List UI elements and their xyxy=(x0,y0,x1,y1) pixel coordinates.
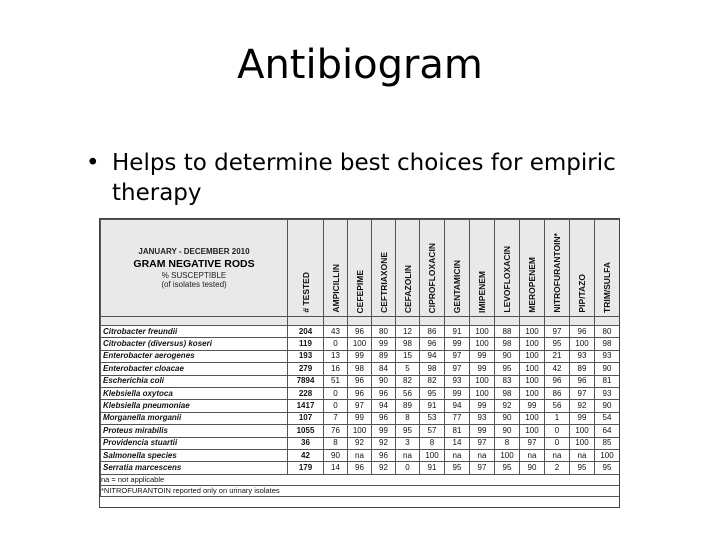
susceptibility-cell: 81 xyxy=(445,425,470,437)
antibiotic-column-header: PIP/TAZO xyxy=(570,220,595,317)
susceptibility-cell: 57 xyxy=(420,425,445,437)
susceptibility-cell: 93 xyxy=(595,387,620,399)
table-row xyxy=(101,375,620,387)
susceptibility-cell: 15 xyxy=(396,350,420,362)
susceptibility-cell: 100 xyxy=(520,425,545,437)
susceptibility-cell: 42 xyxy=(545,363,570,375)
table-row xyxy=(101,437,620,449)
susceptibility-cell: 94 xyxy=(372,400,396,412)
susceptibility-cell: 80 xyxy=(372,326,396,338)
susceptibility-cell: 98 xyxy=(495,338,520,350)
organism-cell: Citrobacter freundii xyxy=(101,326,288,338)
susceptibility-cell: 97 xyxy=(348,400,372,412)
susceptibility-cell: 90 xyxy=(495,350,520,362)
organism-cell: Escherichia coli xyxy=(101,375,288,387)
susceptibility-cell: 92 xyxy=(570,400,595,412)
susceptibility-cell: 100 xyxy=(520,375,545,387)
susceptibility-cell: 43 xyxy=(324,326,348,338)
table-row xyxy=(101,387,620,399)
tested-count-cell: 1417 xyxy=(288,400,324,412)
susceptibility-cell: 7 xyxy=(324,412,348,424)
table-row xyxy=(101,363,620,375)
susceptibility-cell: 99 xyxy=(470,425,495,437)
tested-count-cell: 179 xyxy=(288,462,324,474)
footnote-row xyxy=(101,474,620,485)
susceptibility-cell: 94 xyxy=(420,350,445,362)
susceptibility-cell: 99 xyxy=(470,400,495,412)
bullet-text: Helps to determine best choices for empiric therapy xyxy=(112,150,616,206)
susceptibility-cell: 98 xyxy=(495,387,520,399)
susceptibility-cell: 90 xyxy=(595,363,620,375)
susceptibility-cell: 54 xyxy=(595,412,620,424)
organism-cell: Morganella morganii xyxy=(101,412,288,424)
susceptibility-cell: 8 xyxy=(324,437,348,449)
susceptibility-cell: 99 xyxy=(348,350,372,362)
susceptibility-cell: 8 xyxy=(396,412,420,424)
susceptibility-cell: 99 xyxy=(445,338,470,350)
organism-cell: Enterobacter cloacae xyxy=(101,363,288,375)
susceptibility-cell: 96 xyxy=(545,375,570,387)
susceptibility-cell: 97 xyxy=(570,387,595,399)
susceptibility-cell: 84 xyxy=(372,363,396,375)
table-row xyxy=(101,449,620,461)
susceptibility-cell: 0 xyxy=(396,462,420,474)
table-row xyxy=(101,400,620,412)
susceptibility-cell: 90 xyxy=(495,425,520,437)
susceptibility-cell: 96 xyxy=(372,412,396,424)
tested-column-header: # TESTED xyxy=(288,220,324,317)
organism-cell: Serratia marcescens xyxy=(101,462,288,474)
susceptibility-cell: na xyxy=(520,449,545,461)
susceptibility-cell: 0 xyxy=(545,425,570,437)
susceptibility-cell: 93 xyxy=(570,350,595,362)
susceptibility-cell: 5 xyxy=(396,363,420,375)
susceptibility-cell: 100 xyxy=(348,425,372,437)
footnote-text: na = not applicable xyxy=(101,474,620,485)
susceptibility-cell: 97 xyxy=(470,437,495,449)
susceptibility-cell: 86 xyxy=(545,387,570,399)
susceptibility-cell: 98 xyxy=(348,363,372,375)
tested-count-cell: 42 xyxy=(288,449,324,461)
tested-count-cell: 36 xyxy=(288,437,324,449)
organism-cell: Citrobacter (diversus) koseri xyxy=(101,338,288,350)
susceptibility-cell: 83 xyxy=(495,375,520,387)
organism-cell: Providencia stuartii xyxy=(101,437,288,449)
tested-count-cell: 204 xyxy=(288,326,324,338)
susceptibility-cell: 81 xyxy=(595,375,620,387)
antibiotic-column-header: TRIM/SULFA xyxy=(595,220,620,317)
susceptibility-cell: 12 xyxy=(396,326,420,338)
susceptibility-cell: 94 xyxy=(445,400,470,412)
susceptibility-cell: na xyxy=(570,449,595,461)
table-row xyxy=(101,462,620,474)
susceptibility-cell: 99 xyxy=(470,363,495,375)
susceptibility-cell: 100 xyxy=(520,363,545,375)
spacer-row xyxy=(101,317,620,326)
susceptibility-cell: 92 xyxy=(348,437,372,449)
susceptibility-cell: 21 xyxy=(545,350,570,362)
susceptibility-cell: 76 xyxy=(324,425,348,437)
antibiogram-table-image xyxy=(99,218,620,508)
tested-count-cell: 107 xyxy=(288,412,324,424)
susceptibility-cell: 0 xyxy=(324,400,348,412)
organism-cell: Enterobacter aerogenes xyxy=(101,350,288,362)
susceptibility-cell: 100 xyxy=(595,449,620,461)
susceptibility-cell: 100 xyxy=(570,437,595,449)
organism-cell: Salmonella species xyxy=(101,449,288,461)
susceptibility-cell: 64 xyxy=(595,425,620,437)
metric-label: % SUSCEPTIBLE xyxy=(161,271,227,280)
susceptibility-cell: 98 xyxy=(595,338,620,350)
susceptibility-cell: 1 xyxy=(545,412,570,424)
susceptibility-cell: 91 xyxy=(420,462,445,474)
susceptibility-cell: 95 xyxy=(495,363,520,375)
susceptibility-cell: 95 xyxy=(420,387,445,399)
susceptibility-cell: 97 xyxy=(520,437,545,449)
susceptibility-cell: 99 xyxy=(445,387,470,399)
susceptibility-cell: 3 xyxy=(396,437,420,449)
susceptibility-cell: 96 xyxy=(348,462,372,474)
organism-cell: Proteus mirabilis xyxy=(101,425,288,437)
susceptibility-cell: 0 xyxy=(545,437,570,449)
susceptibility-cell: 100 xyxy=(520,387,545,399)
susceptibility-cell: 77 xyxy=(445,412,470,424)
susceptibility-cell: 56 xyxy=(396,387,420,399)
susceptibility-cell: 100 xyxy=(495,449,520,461)
susceptibility-cell: 14 xyxy=(445,437,470,449)
susceptibility-cell: 90 xyxy=(595,400,620,412)
period-label: JANUARY - DECEMBER 2010 xyxy=(138,247,250,256)
susceptibility-cell: 100 xyxy=(470,387,495,399)
tested-count-cell: 279 xyxy=(288,363,324,375)
susceptibility-cell: 95 xyxy=(545,338,570,350)
susceptibility-cell: 93 xyxy=(595,350,620,362)
susceptibility-cell: 14 xyxy=(324,462,348,474)
susceptibility-cell: na xyxy=(545,449,570,461)
susceptibility-cell: 86 xyxy=(420,326,445,338)
susceptibility-cell: 98 xyxy=(396,338,420,350)
susceptibility-cell: 56 xyxy=(545,400,570,412)
susceptibility-cell: 90 xyxy=(324,449,348,461)
susceptibility-cell: 96 xyxy=(348,326,372,338)
susceptibility-cell: 93 xyxy=(470,412,495,424)
antibiotic-column-header: CEFEPIME xyxy=(348,220,372,317)
susceptibility-cell: na xyxy=(348,449,372,461)
susceptibility-cell: 90 xyxy=(372,375,396,387)
table-row xyxy=(101,326,620,338)
susceptibility-cell: na xyxy=(396,449,420,461)
susceptibility-cell: 51 xyxy=(324,375,348,387)
susceptibility-cell: 97 xyxy=(545,326,570,338)
susceptibility-cell: 95 xyxy=(570,462,595,474)
susceptibility-cell: 95 xyxy=(396,425,420,437)
susceptibility-cell: 98 xyxy=(420,363,445,375)
susceptibility-cell: 97 xyxy=(445,363,470,375)
susceptibility-cell: 99 xyxy=(372,425,396,437)
susceptibility-cell: 91 xyxy=(445,326,470,338)
table-header-row xyxy=(101,220,620,317)
susceptibility-cell: 16 xyxy=(324,363,348,375)
susceptibility-cell: 95 xyxy=(445,462,470,474)
susceptibility-cell: 90 xyxy=(520,462,545,474)
susceptibility-cell: 100 xyxy=(520,338,545,350)
susceptibility-cell: na xyxy=(470,449,495,461)
susceptibility-cell: 95 xyxy=(495,462,520,474)
susceptibility-cell: 96 xyxy=(570,375,595,387)
table-title-cell xyxy=(101,220,288,317)
susceptibility-cell: 100 xyxy=(470,326,495,338)
organism-cell: Klebsiella oxytoca xyxy=(101,387,288,399)
susceptibility-cell: 92 xyxy=(495,400,520,412)
table-row xyxy=(101,425,620,437)
susceptibility-cell: 0 xyxy=(324,387,348,399)
antibiotic-column-header: NITROFURANTOIN* xyxy=(545,220,570,317)
slide-title: Antibiogram xyxy=(237,42,483,88)
susceptibility-cell: 100 xyxy=(420,449,445,461)
susceptibility-cell: 97 xyxy=(470,462,495,474)
antibiotic-column-header: CIPROFLOXACIN xyxy=(420,220,445,317)
susceptibility-cell: 99 xyxy=(348,412,372,424)
susceptibility-cell: 96 xyxy=(570,326,595,338)
susceptibility-cell: 100 xyxy=(520,412,545,424)
susceptibility-cell: 8 xyxy=(420,437,445,449)
tested-count-cell: 1055 xyxy=(288,425,324,437)
susceptibility-cell: 2 xyxy=(545,462,570,474)
susceptibility-cell: 96 xyxy=(348,375,372,387)
susceptibility-cell: 13 xyxy=(324,350,348,362)
antibiogram-table xyxy=(100,219,620,497)
susceptibility-cell: 100 xyxy=(520,326,545,338)
susceptibility-cell: 95 xyxy=(595,462,620,474)
susceptibility-cell: 88 xyxy=(495,326,520,338)
susceptibility-cell: 96 xyxy=(348,387,372,399)
antibiotic-column-header: GENTAMICIN xyxy=(445,220,470,317)
susceptibility-cell: 89 xyxy=(396,400,420,412)
antibiotic-column-header: CEFAZOLIN xyxy=(396,220,420,317)
category-label: GRAM NEGATIVE RODS xyxy=(133,258,255,270)
susceptibility-cell: 53 xyxy=(420,412,445,424)
susceptibility-cell: 90 xyxy=(495,412,520,424)
susceptibility-cell: 89 xyxy=(372,350,396,362)
susceptibility-cell: 96 xyxy=(372,449,396,461)
susceptibility-cell: 92 xyxy=(372,437,396,449)
footnote-row xyxy=(101,485,620,496)
table-row xyxy=(101,350,620,362)
susceptibility-cell: 99 xyxy=(470,350,495,362)
susceptibility-cell: 100 xyxy=(520,350,545,362)
tested-count-cell: 193 xyxy=(288,350,324,362)
susceptibility-cell: 99 xyxy=(520,400,545,412)
susceptibility-cell: 96 xyxy=(420,338,445,350)
susceptibility-cell: 100 xyxy=(570,338,595,350)
table-row xyxy=(101,338,620,350)
bullet-icon: • xyxy=(86,150,100,176)
table-row xyxy=(101,412,620,424)
antibiotic-column-header: MEROPENEM xyxy=(520,220,545,317)
susceptibility-cell: 82 xyxy=(420,375,445,387)
antibiotic-column-header: CEFTRIAXONE xyxy=(372,220,396,317)
susceptibility-cell: 99 xyxy=(372,338,396,350)
metric-note: (of isolates tested) xyxy=(161,280,227,289)
antibiotic-column-header: AMPICILLIN xyxy=(324,220,348,317)
susceptibility-cell: 99 xyxy=(570,412,595,424)
tested-count-cell: 7894 xyxy=(288,375,324,387)
tested-count-cell: 228 xyxy=(288,387,324,399)
organism-cell: Klebsiella pneumoniae xyxy=(101,400,288,412)
susceptibility-cell: na xyxy=(445,449,470,461)
susceptibility-cell: 96 xyxy=(372,387,396,399)
susceptibility-cell: 85 xyxy=(595,437,620,449)
susceptibility-cell: 100 xyxy=(348,338,372,350)
susceptibility-cell: 0 xyxy=(324,338,348,350)
susceptibility-cell: 97 xyxy=(445,350,470,362)
susceptibility-cell: 93 xyxy=(445,375,470,387)
susceptibility-cell: 91 xyxy=(420,400,445,412)
antibiotic-column-header: LEVOFLOXACIN xyxy=(495,220,520,317)
antibiotic-column-header: IMIPENEM xyxy=(470,220,495,317)
susceptibility-cell: 92 xyxy=(372,462,396,474)
susceptibility-cell: 100 xyxy=(570,425,595,437)
susceptibility-cell: 89 xyxy=(570,363,595,375)
tested-count-cell: 119 xyxy=(288,338,324,350)
susceptibility-cell: 100 xyxy=(470,338,495,350)
susceptibility-cell: 80 xyxy=(595,326,620,338)
susceptibility-cell: 8 xyxy=(495,437,520,449)
bullet-point xyxy=(86,148,666,208)
susceptibility-cell: 100 xyxy=(470,375,495,387)
susceptibility-cell: 82 xyxy=(396,375,420,387)
footnote-text: *NITROFURANTOIN reported only on urinary isolates xyxy=(101,485,620,496)
